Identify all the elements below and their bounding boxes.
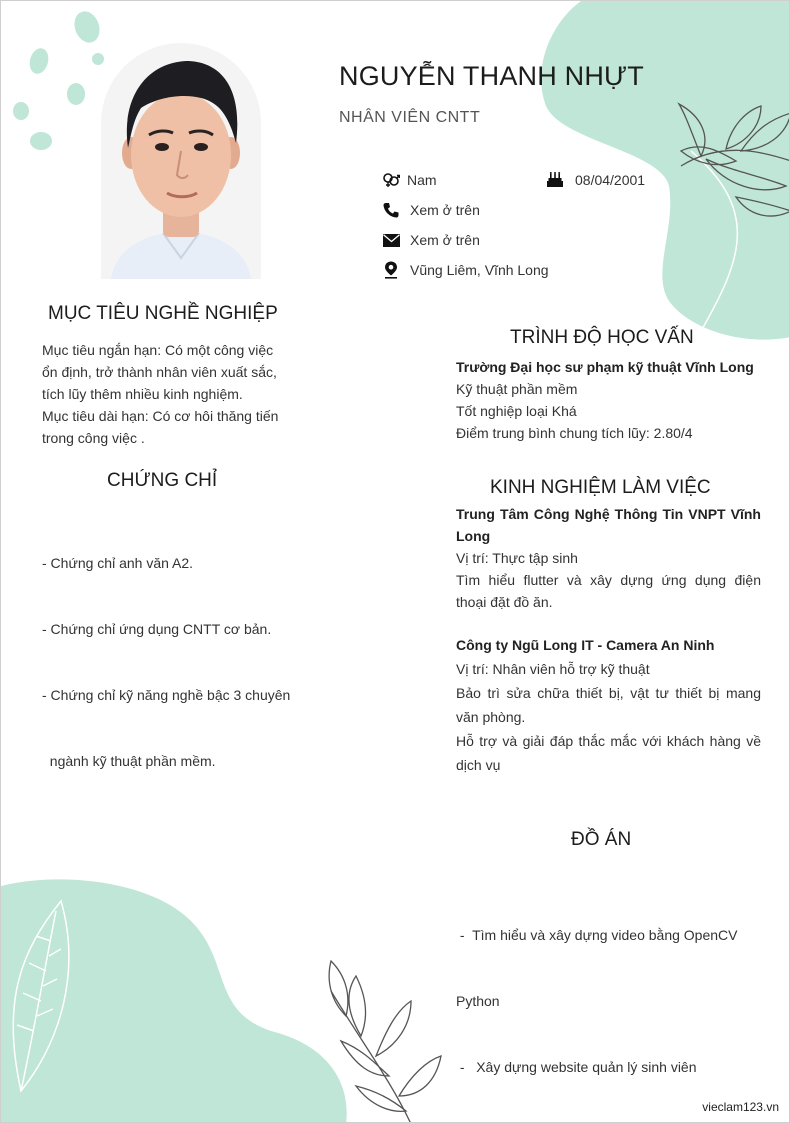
job-title: NHÂN VIÊN CNTT xyxy=(339,109,481,126)
birthday-cake-icon xyxy=(546,171,564,189)
certificate-item: - Chứng chỉ anh văn A2. xyxy=(42,555,194,571)
job-description: Bảo trì sửa chữa thiết bị, vật tư thiết bị mang xyxy=(456,685,761,701)
gender-icon xyxy=(382,171,400,189)
projects-heading: ĐỒ ÁN xyxy=(571,829,632,850)
certificate-item: ngành kỹ thuật phần mềm. xyxy=(42,753,216,769)
location-icon xyxy=(382,261,400,279)
objective-line: Mục tiêu ngắn hạn: Có một công việc xyxy=(42,342,274,358)
project-item: - Xây dựng website quản lý sinh viên xyxy=(456,1059,697,1075)
job-description: thoại đặt đồ ăn. xyxy=(456,594,553,610)
job-position: Vị trí: Thực tập sinh xyxy=(456,550,578,566)
experience-heading: KINH NGHIỆM LÀM VIỆC xyxy=(490,477,711,498)
candidate-name: NGUYỄN THANH NHỰT xyxy=(339,61,644,91)
gender-info xyxy=(382,171,437,189)
phone-icon xyxy=(382,201,400,219)
mint-blob-bottom-left xyxy=(1,879,347,1123)
address-value: Vũng Liêm, Vĩnh Long xyxy=(410,262,549,278)
job-description: Tìm hiểu flutter và xây dựng ứng dụng điện xyxy=(456,572,761,588)
certificates-heading: CHỨNG CHỈ xyxy=(107,470,218,491)
profile-photo xyxy=(101,43,261,279)
projects-list xyxy=(456,880,761,1122)
email-value: Xem ở trên xyxy=(410,232,480,248)
objective-text xyxy=(42,339,294,449)
leaf-branch-bottom xyxy=(329,961,441,1123)
education-details xyxy=(456,356,761,444)
mint-dots xyxy=(13,8,104,150)
company-name: Công ty Ngũ Long IT - Camera An Ninh xyxy=(456,637,715,653)
objective-line: tích lũy thêm nhiều kinh nghiệm. xyxy=(42,386,243,402)
birthday-info xyxy=(546,171,645,189)
objective-heading: MỤC TIÊU NGHỀ NGHIỆP xyxy=(48,303,278,324)
job-description: dịch vụ xyxy=(456,757,501,773)
email-info xyxy=(382,231,480,249)
school-name: Trường Đại học sư phạm kỹ thuật Vĩnh Long xyxy=(456,359,754,375)
phone-info xyxy=(382,201,480,219)
company-name: Long xyxy=(456,528,491,544)
company-name: Trung Tâm Công Nghệ Thông Tin VNPT Vĩnh xyxy=(456,506,761,522)
experience-job-2 xyxy=(456,633,761,777)
source-watermark: vieclam123.vn xyxy=(702,1100,779,1114)
gpa: Điểm trung bình chung tích lũy: 2.80/4 xyxy=(456,425,693,441)
certificate-item: - Chứng chỉ ứng dụng CNTT cơ bản. xyxy=(42,621,272,637)
certificates-list xyxy=(42,508,302,816)
major: Kỹ thuật phần mềm xyxy=(456,381,578,397)
certificate-item: - Chứng chỉ kỹ năng nghề bậc 3 chuyên xyxy=(42,687,291,703)
job-description: Hỗ trợ và giải đáp thắc mắc với khách hàng về xyxy=(456,733,761,749)
objective-line: trong công việc . xyxy=(42,430,145,446)
address-info xyxy=(382,261,549,279)
project-item: - Tìm hiểu và xây dựng video bằng OpenCV xyxy=(456,927,738,943)
email-icon xyxy=(382,231,400,249)
birthday-value: 08/04/2001 xyxy=(575,172,646,188)
gender-value: Nam xyxy=(407,172,437,188)
education-heading: TRÌNH ĐỘ HỌC VẤN xyxy=(510,327,694,348)
experience-job-1 xyxy=(456,503,761,613)
job-description: văn phòng. xyxy=(456,709,526,725)
objective-line: ổn định, trở thành nhân viên xuất sắc, xyxy=(42,364,277,380)
phone-value: Xem ở trên xyxy=(410,202,480,218)
project-item: Python xyxy=(456,993,500,1009)
objective-line: Mục tiêu dài hạn: Có cơ hôi thăng tiến xyxy=(42,408,279,424)
job-position: Vị trí: Nhân viên hỗ trợ kỹ thuật xyxy=(456,661,650,677)
graduation-grade: Tốt nghiệp loại Khá xyxy=(456,403,577,419)
